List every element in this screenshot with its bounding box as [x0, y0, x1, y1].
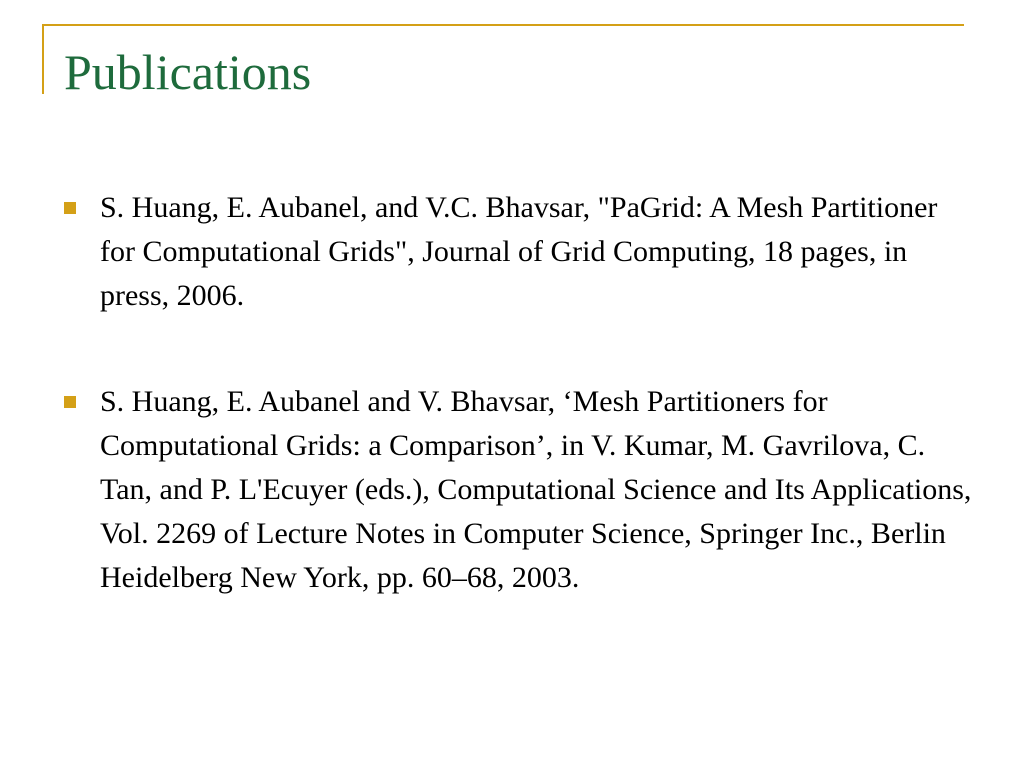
- publication-item: [64, 380, 974, 600]
- publication-list: [64, 186, 974, 600]
- square-bullet-icon: [64, 202, 76, 214]
- frame-left-rule: [42, 24, 44, 94]
- frame-top-rule: [42, 24, 964, 26]
- publication-text: S. Huang, E. Aubanel, and V.C. Bhavsar, "PaGrid: A Mesh Partitioner for Computational Grids", Journal of Grid Computing, 18 pages, in press, 2006.: [100, 191, 938, 312]
- publication-item: [64, 186, 974, 318]
- publication-text: S. Huang, E. Aubanel and V. Bhavsar, ‘Mesh Partitioners for Computational Grids: a Comparison’, in V. Kumar, M. Gavrilova, C. Tan, and P. L'Ecuyer (eds.), Computational Science and Its Applications, Vol. 2269 of Lecture Notes in Computer Science, Springer Inc., Berlin Heidelberg New York, pp. 60–68, 2003.: [100, 385, 972, 594]
- slide-title: Publications: [64, 44, 312, 100]
- square-bullet-icon: [64, 396, 76, 408]
